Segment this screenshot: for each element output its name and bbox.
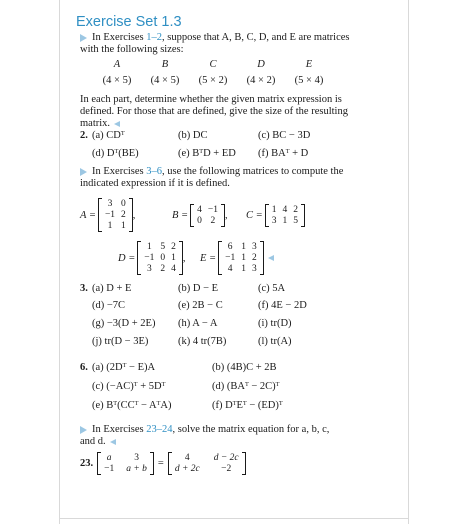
size-letter: A xyxy=(113,59,121,70)
size-letter: E xyxy=(305,59,313,70)
back-arrow-icon xyxy=(268,255,274,261)
matrix-cell: 1 xyxy=(241,242,246,252)
matrix-cell: 0 xyxy=(197,215,202,226)
size-letter: C xyxy=(209,59,217,70)
arrow-marker-icon xyxy=(80,426,87,434)
matrix-d: D = 1 5 2 −1 0 1 3 2 4 , xyxy=(118,242,186,274)
ex3-part-l: (l) tr(A) xyxy=(258,336,292,347)
back-arrow-icon xyxy=(110,439,116,445)
matrix-cell: 1 xyxy=(282,215,288,226)
ex2-part-d: (d) Dᵀ(BE) xyxy=(92,148,139,159)
sizes-table xyxy=(93,59,333,86)
matrix-cell: 4 xyxy=(227,264,233,274)
bracket-right xyxy=(260,241,264,275)
ex2-part-b: (b) DC xyxy=(178,130,208,141)
ex3-part-j: (j) tr(D − 3E) xyxy=(92,336,149,347)
matrix-b-label: B = xyxy=(172,209,189,221)
arrow-marker-icon xyxy=(80,34,87,42)
ex3-part-e: (e) 2B − C xyxy=(178,300,223,311)
matrix-cell: 5 xyxy=(160,242,166,252)
ex3-part-f: (f) 4E − 2D xyxy=(258,300,307,311)
matrix-cell: a + b xyxy=(126,463,147,474)
intro-exercises-1-2: In Exercises 1–2, suppose that A, B, C, D, and E are matrices xyxy=(80,32,350,45)
ex3-part-d: (d) −7C xyxy=(92,300,126,311)
matrix-cell: 0 xyxy=(121,199,126,209)
matrix-cell: 3 xyxy=(251,264,257,274)
matrix-cell: 3 xyxy=(107,199,113,209)
matrix-cell: 3 xyxy=(146,264,152,274)
matrix-cell: 2 xyxy=(121,210,126,220)
exercise-23 xyxy=(80,446,246,480)
ex2-part-f: (f) BAᵀ + D xyxy=(258,148,309,159)
instruction-line-1: In each part, determine whether the given matrix expression is xyxy=(80,94,342,105)
ex2-part-e: (e) BᵀD + ED xyxy=(178,148,236,159)
intro-exercises-3-6: In Exercises 3–6, use the following matrices to compute the xyxy=(80,166,343,179)
frame-right-line xyxy=(408,0,409,524)
matrix-cell: 0 xyxy=(160,253,166,263)
size-dim: (4 × 5) xyxy=(102,75,132,86)
matrix-a: A = 3 0 −1 2 1 1 , xyxy=(80,199,136,231)
ex3-part-g: (g) −3(D + 2E) xyxy=(92,318,156,329)
ex3-part-i: (i) tr(D) xyxy=(258,318,292,329)
matrix-cell: d − 2c xyxy=(213,452,239,463)
ex3-part-c: (c) 5A xyxy=(258,283,286,294)
size-dim: (4 × 2) xyxy=(246,75,276,86)
bracket-right xyxy=(150,452,154,475)
ex3-part-b: (b) D − E xyxy=(178,283,219,294)
matrix-b: B = 4 −1 0 2 , xyxy=(172,204,228,226)
ex3-part-k: (k) 4 tr(7B) xyxy=(178,336,227,347)
matrix-cell: 2 xyxy=(293,204,298,215)
matrix-cell: 2 xyxy=(171,242,176,252)
matrix-cell: a xyxy=(106,452,112,463)
bracket-right xyxy=(242,452,246,475)
exercise-ref-link[interactable]: 23–24 xyxy=(146,424,173,435)
matrix-cell: 2 xyxy=(210,215,216,226)
matrix-cell: 2 xyxy=(251,253,257,263)
frame-bottom-line xyxy=(59,518,409,519)
matrix-cell: 4 xyxy=(184,452,190,463)
matrix-cell: 1 xyxy=(107,221,113,231)
instruction-line-2: defined. For those that are defined, give the size of the resulting xyxy=(80,106,348,117)
matrix-c xyxy=(246,199,305,231)
ex2-part-c: (c) BC − 3D xyxy=(258,130,311,141)
matrix-cell: −1 xyxy=(104,210,116,220)
matrix-cell: 1 xyxy=(241,264,246,274)
exercise-ref-link[interactable]: 3–6 xyxy=(146,166,162,177)
intro2-line-2: indicated expression if it is defined. xyxy=(80,178,230,189)
arrow-marker-icon xyxy=(80,168,87,176)
matrix-cell: 1 xyxy=(271,204,277,215)
ex6-part-d: (d) (BAᵀ − 2C)ᵀ xyxy=(212,381,280,392)
ex23-left-matrix xyxy=(97,452,154,475)
matrix-cell: 5 xyxy=(293,215,298,226)
ex6-part-f: (f) DᵀEᵀ − (ED)ᵀ xyxy=(212,400,283,411)
ex6-part-b: (b) (4B)C + 2B xyxy=(212,362,277,373)
ex6-part-e: (e) Bᵀ(CCᵀ − AᵀA) xyxy=(92,400,172,411)
frame-left-line xyxy=(59,0,60,524)
matrix-cell: 1 xyxy=(241,253,246,263)
matrix-cell: −2 xyxy=(221,463,232,474)
matrix-a-label: A = xyxy=(80,209,96,221)
ex6-part-a: (a) (2Dᵀ − E)A xyxy=(92,362,156,373)
matrix-cell: 3 xyxy=(251,242,257,252)
matrix-c-label: C = xyxy=(246,209,263,221)
exercise-23-number: 23. xyxy=(80,457,94,469)
matrix-cell: −1 xyxy=(207,204,218,215)
matrix-cell: 3 xyxy=(134,452,139,463)
matrix-e xyxy=(200,237,274,279)
size-dim: (5 × 4) xyxy=(294,75,324,86)
matrix-e-label: E = xyxy=(200,252,217,264)
matrix-cell: 1 xyxy=(171,253,176,263)
ex6-part-c: (c) (−AC)ᵀ + 5Dᵀ xyxy=(92,381,166,392)
matrix-cell: 2 xyxy=(160,264,166,274)
matrix-cell: 6 xyxy=(227,242,233,252)
matrix-cell: −1 xyxy=(104,463,115,474)
matrix-cell: 3 xyxy=(271,215,277,226)
size-letter: B xyxy=(161,59,169,70)
matrix-cell: 1 xyxy=(121,221,126,231)
bracket-right xyxy=(301,204,305,227)
ex3-part-h: (h) A − A xyxy=(178,318,218,329)
size-dim: (4 × 5) xyxy=(150,75,180,86)
matrix-cell: 4 xyxy=(197,204,202,215)
matrix-cell: 4 xyxy=(282,204,288,215)
page-title: Exercise Set 1.3 xyxy=(76,14,182,30)
matrix-cell: −1 xyxy=(225,253,236,263)
instruction-line-3: matrix. xyxy=(80,118,120,131)
intro3-line-2: and d. xyxy=(80,436,116,449)
exercise-6-number: 6. xyxy=(80,362,88,373)
intro-line-2: with the following sizes: xyxy=(80,44,184,55)
back-arrow-icon xyxy=(114,121,120,127)
ex3-part-a: (a) D + E xyxy=(92,283,132,294)
matrix-d-label: D = xyxy=(118,252,136,264)
exercise-2-number: 2. xyxy=(80,130,88,141)
exercise-ref-link[interactable]: 1–2 xyxy=(146,32,162,43)
matrix-cell: 4 xyxy=(171,264,176,274)
matrix-cell: −1 xyxy=(144,253,155,263)
matrix-cell: d + 2c xyxy=(174,463,200,474)
size-letter: D xyxy=(257,59,265,70)
matrix-cell: 1 xyxy=(146,242,152,252)
ex2-part-a: (a) CDᵀ xyxy=(92,130,125,141)
exercise-3-number: 3. xyxy=(80,283,88,294)
intro-exercises-23-24: In Exercises 23–24, solve the matrix equation for a, b, c, xyxy=(80,424,329,437)
size-dim: (5 × 2) xyxy=(198,75,228,86)
equals-sign: = xyxy=(157,457,164,469)
ex23-right-matrix xyxy=(168,452,246,475)
